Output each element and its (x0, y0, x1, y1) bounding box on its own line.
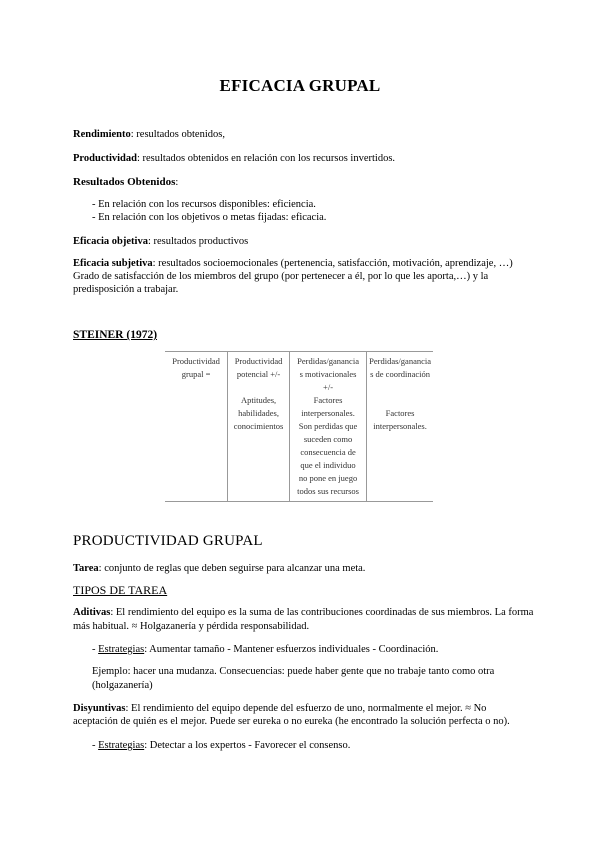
table-cell-productividad-potencial: Productividad potencial +/- Aptitudes, habilidades, conocimientos (228, 352, 290, 502)
steiner-table (165, 351, 433, 502)
aditivas-line (73, 606, 533, 619)
eficacia-objetiva-text: : resultados productivos (147, 236, 249, 247)
tarea-line (73, 562, 365, 575)
eficacia-subjetiva-line2: Grado de satisfacción de los miembros del grupo (por pertenecer a él, por lo que les aporta,…) y la (73, 271, 489, 282)
table-cell-perdidas-motivacionales: Perdidas/ganancia s motivacionales +/- Factores interpersonales. Son perdidas que suceden como consecuencia de que el individuo no pone en juego todos sus recursos (289, 352, 366, 502)
table-row (165, 352, 433, 502)
bullet-item: - En relación con los recursos disponibles: eficiencia. (92, 199, 316, 210)
rendimiento-term: Rendimiento (73, 129, 131, 140)
table-cell-perdidas-coordinacion: Perdidas/ganancia s de coordinación Factores interpersonales. (367, 352, 433, 502)
steiner-heading: STEINER (1972) (73, 329, 158, 341)
eficacia-subjetiva-term: Eficacia subjetiva (73, 258, 153, 269)
aditivas-text: : El rendimiento del equipo es la suma de las contribuciones coordinadas de sus miembros. La forma (110, 607, 534, 618)
rendimiento-text: : resultados obtenidos, (130, 129, 225, 140)
disyuntivas-estrategias: - Estrategias: Detectar a los expertos - Favorecer el consenso. (92, 740, 351, 751)
disyuntivas-text: : El rendimiento del equipo depende del esfuerzo de uno, normalmente el mejor. ≈ No (125, 703, 487, 714)
tipos-tarea-heading: TIPOS DE TAREA (73, 583, 168, 597)
aditivas-term: Aditivas (73, 607, 111, 618)
rendimiento-line (73, 128, 225, 141)
ejemplo-line2: (holgazanería) (92, 680, 153, 691)
eficacia-objetiva-term: Eficacia objetiva (73, 236, 148, 247)
estrategias-label: Estrategias (98, 644, 145, 655)
eficacia-subjetiva-line (73, 257, 513, 270)
estrategias-text: : Aumentar tamaño - Mantener esfuerzos individuales - Coordinación. (144, 644, 439, 655)
aditivas-line2: más habitual. ≈ Holgazanería y pérdida responsabilidad. (73, 621, 310, 632)
resultados-heading: Resultados Obtenidos (73, 176, 176, 188)
table-cell-productividad-grupal: Productividad grupal = (165, 352, 228, 502)
resultados-colon: : (175, 177, 179, 188)
eficacia-subjetiva-line3: predisposición a trabajar. (73, 284, 179, 295)
productividad-text: : resultados obtenidos en relación con los recursos invertidos. (136, 153, 396, 164)
estrategias-label: Estrategias (98, 740, 145, 751)
disyuntivas-line2: aceptación de quién es el mejor. Puede ser eureka o no eureka (he encontrado la solución perfecta o no). (73, 716, 510, 727)
eficacia-objetiva-line (73, 235, 248, 248)
productividad-grupal-heading: PRODUCTIVIDAD GRUPAL (73, 533, 263, 549)
tarea-text: : conjunto de reglas que deben seguirse para alcanzar una meta. (98, 563, 366, 574)
disyuntivas-term: Disyuntivas (73, 703, 126, 714)
productividad-term: Productividad (73, 153, 137, 164)
estrategias-text: : Detectar a los expertos - Favorecer el consenso. (144, 740, 351, 751)
page-title: EFICACIA GRUPAL (219, 76, 381, 95)
disyuntivas-line (73, 702, 486, 715)
productividad-line (73, 152, 395, 165)
ejemplo-line1: Ejemplo: hacer una mudanza. Consecuencias: puede haber gente que no trabaje tanto como otra (92, 666, 495, 677)
eficacia-subjetiva-text: : resultados socioemocionales (pertenencia, satisfacción, motivación, aprendizaje, …) (152, 258, 513, 269)
tarea-term: Tarea (73, 563, 99, 574)
resultados-heading-line (73, 176, 178, 189)
bullet-item: - En relación con los objetivos o metas fijadas: eficacia. (92, 212, 327, 223)
aditivas-estrategias: - Estrategias: Aumentar tamaño - Mantener esfuerzos individuales - Coordinación. (92, 644, 439, 655)
